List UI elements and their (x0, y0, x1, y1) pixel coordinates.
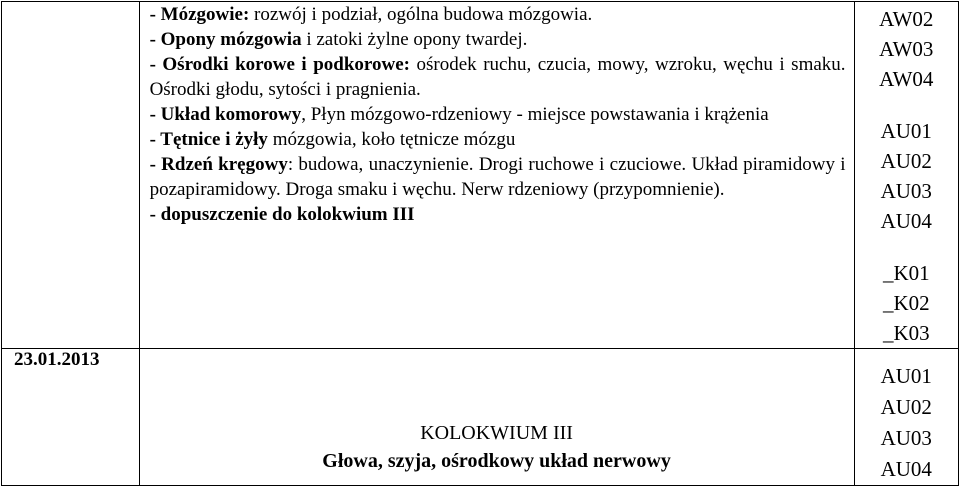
learning-outcomes-cell (854, 2, 958, 349)
topic-text: : budowa, unaczynienie. Drogi ruchowe i czuciowe. Układ piramidowy i pozapiramidowy. Droga smaku i węchu. Nerw rdzeniowy (przypomnienie). (149, 154, 846, 200)
topic-item (150, 202, 846, 227)
date-cell (2, 349, 140, 486)
outcome-code: AW04 (879, 67, 934, 91)
topic-bold: - Ośrodki korowe i podkorowe: (149, 54, 410, 75)
topic-bold: - Mózgowie: (149, 4, 250, 25)
topic-text: ośrodek ruchu, czucia, mowy, wzroku, węchu i smaku. Ośrodki głodu, sytości i pragnienia. (149, 54, 846, 100)
outcome-code: AW02 (879, 7, 934, 31)
topic-item (150, 102, 846, 127)
outcome-code: AW03 (879, 37, 934, 61)
topic-item (150, 127, 846, 152)
topic-item (150, 2, 846, 27)
date-text: 23.01.2013 (14, 349, 100, 370)
topics-cell (139, 2, 854, 349)
outcome-code: AU03 (880, 426, 932, 450)
kolokwium-title: KOLOKWIUM III (420, 422, 573, 444)
outcome-code: _K02 (882, 291, 930, 315)
kolokwium-cell (139, 349, 854, 486)
outcome-code: AU04 (880, 457, 932, 481)
outcome-code: AU02 (880, 149, 932, 173)
table-row (2, 2, 959, 349)
topic-bold: - Rdzeń kręgowy (149, 154, 288, 175)
outcome-code: AU04 (880, 209, 932, 233)
topic-bold: - Układ komorowy (149, 104, 302, 125)
topic-text: rozwój i podział, ogólna budowa mózgowia. (249, 4, 593, 25)
outcome-code: _K03 (882, 321, 930, 345)
schedule-table (1, 1, 959, 486)
date-cell-empty (2, 2, 140, 349)
topic-bold: - Tętnice i żyły (149, 129, 268, 150)
outcome-code: AU03 (880, 179, 932, 203)
topic-item (150, 52, 846, 102)
learning-outcomes-cell-bottom (854, 349, 958, 486)
topic-bold: - Opony mózgowia (149, 29, 302, 50)
topic-item (150, 152, 846, 202)
topic-text: , Płyn mózgowo-rdzeniowy - miejsce powstawania i krążenia (301, 104, 769, 125)
outcome-code: AU02 (880, 395, 932, 419)
outcome-code: AU01 (880, 364, 932, 388)
outcome-code: _K01 (882, 261, 930, 285)
topic-text: mózgowia, koło tętnicze mózgu (267, 129, 516, 150)
outcome-code: AU01 (880, 119, 932, 143)
topic-bold: - dopuszczenie do kolokwium III (149, 204, 415, 225)
kolokwium-subtitle: Głowa, szyja, ośrodkowy układ nerwowy (322, 450, 671, 472)
topic-item (150, 27, 846, 52)
table-row (2, 349, 959, 486)
topic-text: i zatoki żylne opony twardej. (301, 29, 528, 50)
